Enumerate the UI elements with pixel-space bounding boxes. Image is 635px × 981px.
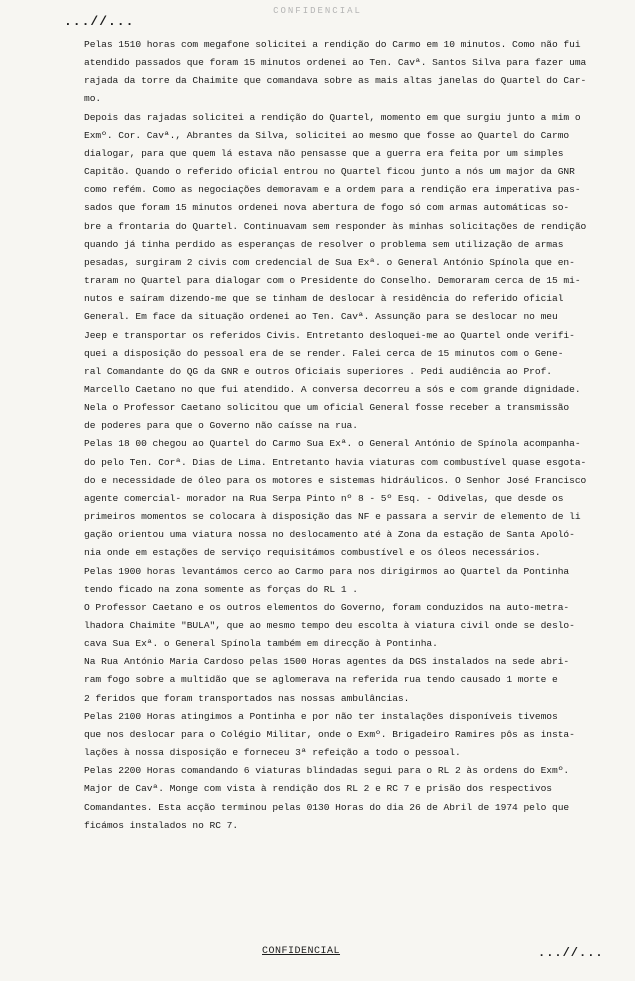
paragraph	[84, 653, 630, 707]
text-line: tendo ficado na zona somente as forças do RL 1 .	[84, 583, 358, 595]
classification-label: CONFIDENCIAL	[262, 946, 341, 957]
page-marker-bottom: ...//...	[538, 946, 604, 960]
text-line: cava Sua Exª. o General Spínola também em direcção à Pontinha.	[84, 638, 438, 650]
page-footer	[0, 946, 635, 966]
paragraph	[84, 435, 630, 562]
text-line: rajada da torre da Chaimite que comandava sobre as mais altas janelas do Quartel do Car-	[84, 75, 587, 87]
text-line: nutos e saíram dizendo-me que se tinham de deslocar à residência do referido oficial	[84, 293, 564, 305]
text-line: como refém. Como as negociações demoravam e a ordem para a rendição era imperativa pas-	[84, 184, 581, 196]
text-line: ral Comandante do QG da GNR e outros Oficiais superiores . Pedi audiência ao Prof.	[84, 365, 552, 377]
text-line: Nela o Professor Caetano solicitou que um oficial General fosse receber a transmissão	[84, 402, 570, 414]
text-line: lações à nossa disposição e forneceu 3ª refeição a todo o pessoal.	[84, 747, 461, 759]
text-line: Comandantes. Esta acção terminou pelas 0130 Horas do dia 26 de Abril de 1974 pelo que	[84, 801, 570, 813]
text-line: sados que foram 15 minutos ordenei nova abertura de fogo só com armas automáticas so-	[84, 202, 570, 214]
text-line: Pelas 1510 horas com megafone solicitei a rendição do Carmo em 10 minutos. Como não fui	[84, 39, 581, 50]
text-line: quei a disposição do pessoal era de se render. Falei cerca de 15 minutos com o Gene-	[84, 347, 564, 359]
document-body	[84, 36, 630, 835]
text-line: General. Em face da situação ordenei ao Ten. Cavª. Assunção para se deslocar no meu	[84, 311, 558, 323]
paragraph	[84, 109, 630, 436]
text-line: que nos deslocar para o Colégio Militar, onde o Exmº. Brigadeiro Ramires pôs as insta-	[84, 728, 575, 740]
text-line: O Professor Caetano e os outros elementos do Governo, foram conduzidos na auto-metra-	[84, 601, 570, 613]
header-stamp: CONFIDENCIAL	[273, 6, 362, 16]
paragraph	[84, 36, 630, 109]
text-line: do pelo Ten. Corª. Dias de Lima. Entretanto havia viaturas com combustível quase esgota-	[84, 456, 587, 468]
paragraph	[84, 599, 630, 653]
text-line: ram fogo sobre a multidão que se aglomerava na referida rua tendo causado 1 morte e	[84, 674, 558, 686]
text-line: gação orientou uma viatura nossa no deslocamento até à Zona da estação de Santa Apoló-	[84, 529, 575, 541]
text-line: ficámos instalados no RC 7.	[84, 819, 239, 831]
text-line: Na Rua António Maria Cardoso pelas 1500 Horas agentes da DGS instalados na sede abri-	[84, 656, 570, 668]
text-line: agente comercial- morador na Rua Serpa Pinto nº 8 - 5º Esq. - Odivelas, que desde os	[84, 492, 564, 504]
text-line: 2 feridos que foram transportados nas nossas ambulâncias.	[84, 692, 410, 704]
text-line: nia onde em estações de serviço requisitámos combustível e os óleos necessários.	[84, 547, 541, 559]
text-line: Pelas 18 00 chegou ao Quartel do Carmo Sua Exª. o General António de Spínola acompanha-	[84, 438, 581, 450]
text-line: primeiros momentos se colocara à disposição das NF e passara a servir de elemento de li	[84, 511, 581, 523]
text-line: de poderes para que o Governo não caísse na rua.	[84, 420, 358, 432]
text-line: do e necessidade de óleo para os motores e sistemas hidráulicos. O Senhor José Francisco	[84, 474, 587, 486]
text-line: traram no Quartel para dialogar com o Presidente do Conselho. Demoraram cerca de 15 mi-	[84, 275, 581, 287]
page-marker-top: ...//...	[64, 14, 135, 29]
text-line: Capitão. Quando o referido oficial entrou no Quartel ficou junto a nós um major da GNR	[84, 166, 575, 178]
text-line: Depois das rajadas solicitei a rendição do Quartel, momento em que surgiu junto a mim o	[84, 111, 581, 123]
text-line: Pelas 2200 Horas comandando 6 viaturas blindadas segui para o RL 2 às ordens do Exmº.	[84, 765, 570, 777]
text-line: Major de Cavª. Monge com vista à rendição dos RL 2 e RC 7 e prisão dos respectivos	[84, 783, 552, 795]
paragraph	[84, 563, 630, 599]
text-line: pesadas, surgiram 2 civis com credencial de Sua Exª. o General António Spínola que en-	[84, 256, 575, 268]
text-line: Jeep e transportar os referidos Civis. Entretanto desloquei-me ao Quartel onde verifi-	[84, 329, 575, 341]
text-line: Pelas 1900 horas levantámos cerco ao Carmo para nos dirigirmos ao Quartel da Pontinha	[84, 565, 570, 577]
text-line: lhadora Chaimite "BULA", que ao mesmo tempo deu escolta à viatura civil onde se deslo-	[84, 620, 575, 631]
text-line: dialogar, para que quem lá estava não pensasse que a guerra era feita por um simples	[84, 147, 564, 159]
text-line: Pelas 2100 Horas atingimos a Pontinha e por não ter instalações disponíveis tivemos	[84, 710, 558, 722]
paragraph	[84, 708, 630, 762]
text-line: mo.	[84, 93, 102, 105]
text-line: atendido passados que foram 15 minutos ordenei ao Ten. Cavª. Santos Silva para fazer uma	[84, 57, 587, 69]
text-line: Exmº. Cor. Cavª., Abrantes da Silva, solicitei ao mesmo que fosse ao Quartel do Carmo	[84, 129, 570, 141]
text-line: bre a frontaria do Quartel. Continuavam sem responder às minhas solicitações de rendição	[84, 220, 587, 232]
text-line: Marcello Caetano no que fui atendido. A conversa decorreu a sós e com grande dignidade.	[84, 383, 581, 395]
paragraph	[84, 762, 630, 835]
text-line: quando já tinha perdido as esperanças de resolver o problema sem utilização de armas	[84, 238, 564, 250]
